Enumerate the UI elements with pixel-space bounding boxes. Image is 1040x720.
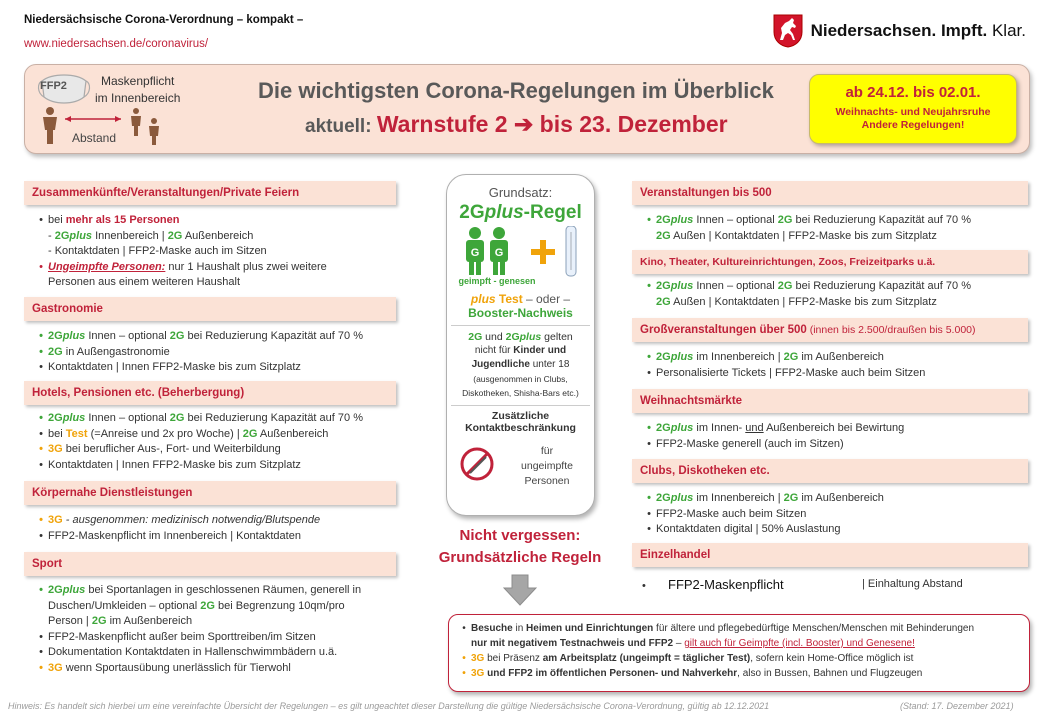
section-title-sport: Sport (24, 552, 396, 576)
section-body-sport (34, 583, 361, 676)
list-item: • bei mehr als 15 Personen (39, 214, 180, 226)
list-item: • FFP2-Maskenpflicht im Innenbereich | Kontaktdaten (39, 529, 301, 542)
section-body-hotels (34, 411, 363, 473)
list-item: nur mit negativem Testnachweis und FFP2 – gilt auch für Geimpfte (incl. Booster) und Genesene! (471, 638, 915, 649)
mask-label-line2: im Innenbereich (95, 91, 181, 105)
rule-heading: 2Gplus-Regel (459, 202, 582, 223)
recovered-label: genesen (498, 276, 536, 286)
list-item: • 2G in Außengastronomie (39, 345, 170, 358)
list-item: • 2Gplus im Innen- und Außenbereich bei Bewirtung (647, 422, 905, 434)
section-title-retail: Einzelhandel (632, 543, 1028, 567)
children-exemption: 2G und 2Gplus gelten nicht für Kinder und Jugendliche unter 18 (ausgenommen in Clubs, Diskotheken, Shisha-Bars etc.) (451, 325, 590, 400)
vaccinated-label: geimpft (458, 276, 491, 286)
footer-date: (Stand: 17. Dezember 2021) (900, 701, 1014, 711)
list-item: • 2Gplus Innen – optional 2G bei Reduzierung Kapazität auf 70 % (39, 330, 363, 342)
list-item: - Kontaktdaten | FFP2-Maske auch im Sitzen (48, 245, 267, 257)
page-title: Die wichtigsten Corona-Regelungen im Überblick (258, 78, 774, 103)
list-item: • Ungeimpfte Personen: nur 1 Haushalt plus zwei weitere (39, 260, 327, 273)
section-title-events-500: Veranstaltungen bis 500 (632, 181, 1028, 205)
section-title-clubs: Clubs, Diskotheken etc. (632, 459, 1028, 483)
list-item: • FFP2-Maskenpflicht | Einhaltung Abstand (642, 577, 963, 592)
brand-bold-text: Niedersachsen. Impft. (810, 21, 988, 40)
footer-disclaimer: Hinweis: Es handelt sich hierbei um eine vereinfachte Übersicht der Regelungen – es gilt ungeachtet dieser Darstellung die gültige Niedersächsische Corona-Verordnung, gültig ab 12.12.2021 (8, 701, 770, 711)
list-item: • 2Gplus Innen – optional 2G bei Reduzierung Kapazität auf 70 % (647, 214, 971, 226)
section-body-clubs (642, 491, 884, 538)
list-item: • 3G bei Präsenz am Arbeitsplatz (ungeimpft = täglicher Test), sofern kein Home-Office möglich ist (462, 653, 914, 664)
rule-icons: G G geimpft - genesen (447, 224, 594, 288)
section-title-hotels: Hotels, Pensionen etc. (Beherbergung) (24, 381, 396, 405)
list-item: • 2Gplus Innen – optional 2G bei Reduzierung Kapazität auf 70 % (39, 412, 363, 424)
booster-line: Booster-Nachweis (468, 306, 573, 320)
section-title-culture: Kino, Theater, Kultureinrichtungen, Zoos, Freizeitparks u.ä. (632, 250, 1028, 274)
section-body-large-events (642, 350, 925, 381)
section-body-gatherings (34, 213, 327, 291)
ffp2-label: FFP2 (40, 80, 67, 92)
distance-label: Abstand (72, 131, 117, 145)
contact-restriction: Zusätzliche Kontaktbeschränkung für ungeimpfte Personen (451, 405, 590, 498)
list-item: • Personalisierte Tickets | FFP2-Maske auch beim Sitzen (647, 366, 926, 379)
no-vaccination-icon (459, 446, 495, 482)
lower-saxony-horse-crest-icon (773, 14, 803, 48)
holiday-rest-text: Weihnachts- und Neujahrsruhe (835, 106, 991, 118)
page-subtitle (305, 111, 728, 138)
section-body-culture (642, 279, 971, 310)
other-rules-text: Andere Regelungen! (861, 119, 965, 131)
general-rules-box (448, 614, 1030, 692)
list-item: • 2Gplus im Innenbereich | 2G im Außenbereich (647, 492, 884, 504)
list-item: • Kontaktdaten | Innen FFP2-Maske bis zum Sitzplatz (39, 361, 301, 373)
section-title-gatherings: Zusammenkünfte/Veranstaltungen/Private Feiern (24, 181, 396, 205)
plus-test-line: plus Test – oder – (470, 292, 571, 306)
section-body-gastronomy (34, 329, 363, 376)
dont-forget-line1: Nicht vergessen: (459, 527, 581, 544)
dont-forget-callout (432, 525, 608, 569)
svg-text:G: G (494, 247, 504, 259)
dont-forget-line2: Grundsätzliche Regeln (438, 549, 602, 566)
subtitle-prefix: aktuell: (305, 116, 372, 137)
list-item: Personen aus einem weiteren Haushalt (48, 276, 241, 288)
section-body-events-500 (642, 213, 971, 244)
section-body-retail (642, 577, 1012, 595)
vaccinated-recovered-plus-test-icon (461, 226, 585, 282)
section-title-body-services: Körpernahe Dienstleistungen (24, 481, 396, 505)
brand-logo (773, 14, 1026, 48)
list-item: 2G Außen | Kontaktdaten | FFP2-Maske bis zum Sitzplatz (656, 229, 937, 242)
section-title-christmas-markets: Weihnachtsmärkte (632, 389, 1028, 413)
svg-text:G: G (470, 247, 480, 259)
list-item: • 2Gplus bei Sportanlagen in geschlossenen Räumen, generell in (39, 584, 362, 596)
list-item: • Kontaktdaten | Innen FFP2-Maske bis zum Sitzplatz (39, 458, 301, 471)
warning-level-text: Warnstufe 2 ➔ bis 23. Dezember (376, 111, 728, 137)
brand-rest-text: Klar. (991, 21, 1026, 40)
list-item: 2G Außen | Kontaktdaten | FFP2-Maske bis zum Sitzplatz (656, 295, 937, 308)
list-item: • FFP2-Maske generell (auch im Sitzen) (647, 437, 844, 450)
list-item: • 2Gplus im Innenbereich | 2G im Außenbereich (647, 351, 884, 363)
list-item: • 2Gplus Innen – optional 2G bei Reduzierung Kapazität auf 70 % (647, 280, 971, 292)
list-item: • FFP2-Maske auch beim Sitzen (647, 507, 807, 520)
list-item: • FFP2-Maskenpflicht außer beim Sporttreiben/im Sitzen (39, 630, 316, 643)
section-title-gastronomy: Gastronomie (24, 297, 396, 321)
section-body-body-services (34, 513, 320, 544)
mask-label-line1: Maskenpflicht (101, 74, 175, 88)
principle-heading: Grundsatz: (488, 185, 553, 200)
principle-box (446, 174, 595, 516)
list-item: - 2Gplus Innenbereich | 2G Außenbereich (48, 229, 254, 242)
section-title-large-events: Großveranstaltungen über 500 (innen bis 2.500/draußen bis 5.000) (632, 318, 1028, 342)
source-url-link[interactable]: www.niedersachsen.de/coronavirus/ (24, 38, 209, 50)
holiday-notice-box (809, 74, 1017, 144)
section-body-christmas-markets (642, 421, 904, 452)
down-arrow-icon (503, 574, 537, 606)
document-heading: Niedersächsische Corona-Verordnung – kompakt – (24, 14, 304, 26)
general-rules-list (457, 621, 974, 681)
list-item: • 3G bei beruflicher Aus-, Fort- und Weiterbildung (39, 443, 281, 455)
list-item: • Kontaktdaten digital | 50% Auslastung (647, 523, 841, 535)
list-item: Duschen/Umkleiden – optional 2G bei Begrenzung 10qm/pro (48, 599, 345, 612)
list-item: • Dokumentation Kontaktdaten in Hallenschwimmbädern u.ä. (39, 646, 338, 658)
list-item: Person | 2G im Außenbereich (48, 615, 193, 627)
holiday-dates: ab 24.12. bis 02.01. (845, 84, 981, 101)
list-item: • 3G und FFP2 im öffentlichen Personen- und Nahverkehr, also in Bussen, Bahnen und Flugzeugen (462, 668, 923, 679)
list-item: • 3G wenn Sportausübung unerlässlich für Tierwohl (39, 661, 291, 674)
list-item: • Besuche in Heimen und Einrichtungen für ältere und pflegebedürftige Menschen/Menschen mit Behinderungen (462, 623, 975, 634)
list-item: • 3G - ausgenommen: medizinisch notwendig/Blutspende (39, 514, 321, 526)
mask-requirement-label (95, 73, 180, 107)
list-item: • bei Test (=Anreise und 2x pro Woche) | 2G Außenbereich (39, 427, 329, 440)
